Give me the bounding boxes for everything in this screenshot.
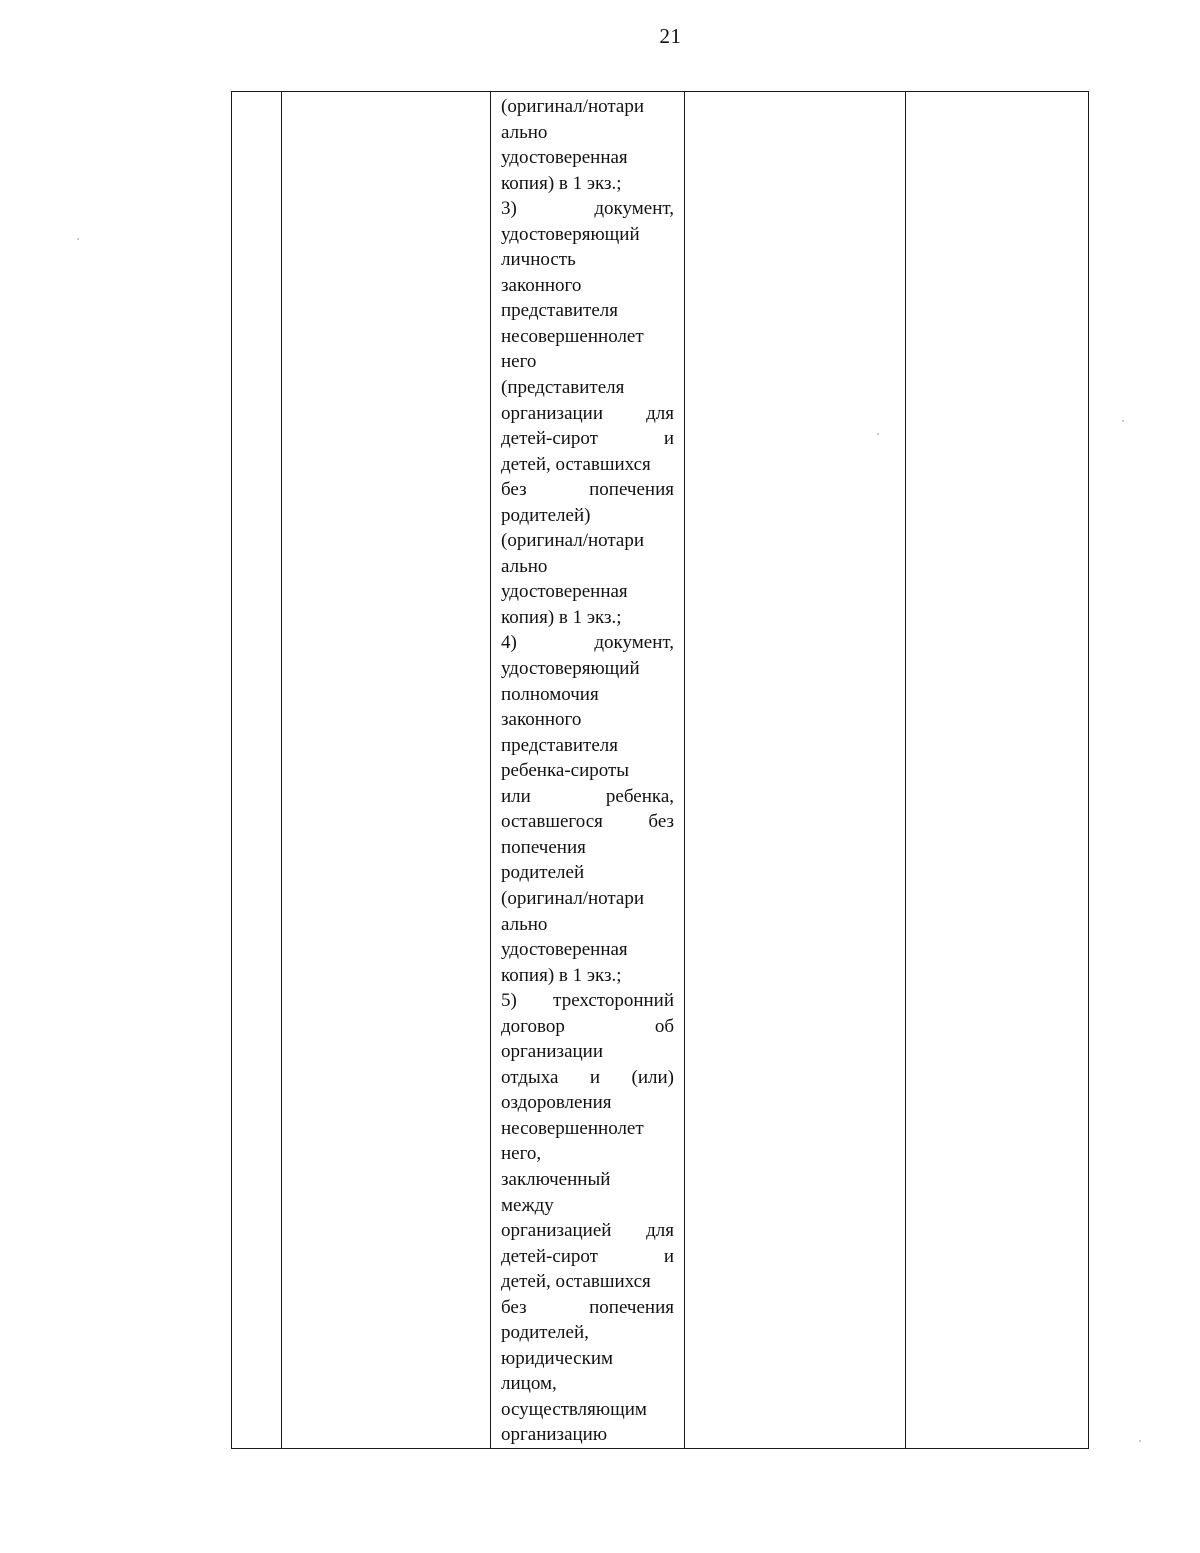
text-word: 3) <box>501 198 517 220</box>
text-line <box>501 1397 674 1423</box>
text-word: и <box>663 428 674 450</box>
text-line <box>501 298 674 324</box>
text-word: законного <box>501 709 582 731</box>
text-word: копия) в 1 экз.; <box>501 964 622 986</box>
text-line <box>501 1116 674 1142</box>
text-line <box>501 1014 674 1040</box>
text-word: документ, <box>594 198 674 220</box>
text-word: лицом, <box>501 1373 557 1395</box>
text-line <box>501 682 674 708</box>
cell-empty-2 <box>685 92 906 1449</box>
text-word: личность <box>501 249 576 271</box>
text-line <box>501 988 674 1014</box>
text-line <box>501 145 674 171</box>
text-word: законного <box>501 274 582 296</box>
text-word: организацией <box>501 1220 612 1242</box>
text-word: ребенка-сироты <box>501 760 630 782</box>
documents-text <box>501 94 674 1448</box>
text-word: ально <box>501 555 548 577</box>
text-word: ально <box>501 121 548 143</box>
text-word: детей-сирот <box>501 428 598 450</box>
text-line <box>501 1193 674 1219</box>
text-word: организацию <box>501 1424 608 1446</box>
text-word: 5) <box>501 990 517 1012</box>
text-word: несовершеннолет <box>501 1117 644 1139</box>
text-line <box>501 733 674 759</box>
text-word: удостоверенная <box>501 147 628 169</box>
document-table <box>231 91 1089 1449</box>
text-word: 4) <box>501 632 517 654</box>
text-word: попечения <box>589 1296 674 1318</box>
text-word: (оригинал/нотари <box>501 96 645 117</box>
text-word: осуществляющим <box>501 1398 647 1420</box>
text-line <box>501 120 674 146</box>
text-word: для <box>646 1220 674 1242</box>
text-line <box>501 656 674 682</box>
text-word: представителя <box>501 734 619 756</box>
text-line <box>501 426 674 452</box>
text-line <box>501 1141 674 1167</box>
text-word: него, <box>501 1143 542 1165</box>
text-line <box>501 375 674 401</box>
text-word: без <box>501 1296 527 1318</box>
text-line <box>501 1090 674 1116</box>
text-word: удостоверенная <box>501 581 628 603</box>
text-word: детей, оставшихся <box>501 453 651 475</box>
text-line <box>501 273 674 299</box>
text-line <box>501 222 674 248</box>
text-word: отдыха <box>501 1066 559 1088</box>
text-word: (или) <box>631 1066 674 1088</box>
text-line <box>501 630 674 656</box>
text-word: удостоверяющий <box>501 658 640 680</box>
table-row <box>232 92 1089 1449</box>
text-word: родителей, <box>501 1322 589 1344</box>
text-word: удостоверенная <box>501 939 628 961</box>
cell-empty-3 <box>906 92 1089 1449</box>
text-word: попечения <box>501 836 586 858</box>
text-line <box>501 477 674 503</box>
text-line <box>501 860 674 886</box>
text-word: для <box>646 402 674 424</box>
text-word: без <box>648 811 674 833</box>
text-line <box>501 247 674 273</box>
page-number: 21 <box>659 24 682 48</box>
text-word: ально <box>501 913 548 935</box>
text-line <box>501 835 674 861</box>
scan-speck <box>1122 420 1124 422</box>
text-line <box>501 1244 674 1270</box>
text-line <box>501 94 674 120</box>
text-line <box>501 937 674 963</box>
text-line <box>501 1422 674 1448</box>
text-word: и <box>589 1066 601 1088</box>
text-word: организации <box>501 402 604 424</box>
text-word: (оригинал/нотари <box>501 887 645 909</box>
text-line <box>501 809 674 835</box>
text-line <box>501 1218 674 1244</box>
text-line <box>501 963 674 989</box>
text-line <box>501 1167 674 1193</box>
text-word: ребенка, <box>605 785 674 807</box>
text-word: несовершеннолет <box>501 325 644 347</box>
text-word: организации <box>501 1041 604 1063</box>
text-word: родителей) <box>501 504 591 526</box>
text-word: юридическим <box>501 1347 614 1369</box>
text-word: детей-сирот <box>501 1245 598 1267</box>
text-line <box>501 401 674 427</box>
text-word: него <box>501 351 537 373</box>
text-line <box>501 1065 674 1091</box>
text-word: договор <box>501 1015 565 1037</box>
text-word: родителей <box>501 862 585 884</box>
text-line <box>501 1320 674 1346</box>
text-word: без <box>501 479 527 501</box>
text-line <box>501 1295 674 1321</box>
text-line <box>501 171 674 197</box>
text-line <box>501 886 674 912</box>
text-word: и <box>663 1245 674 1267</box>
text-word: попечения <box>589 479 674 501</box>
text-line <box>501 1039 674 1065</box>
cell-empty-1 <box>282 92 491 1449</box>
text-line <box>501 784 674 810</box>
text-word: трехсторонний <box>553 990 674 1012</box>
scan-speck <box>877 433 879 435</box>
scan-speck <box>1139 1440 1141 1442</box>
cell-documents-list <box>491 92 685 1449</box>
text-word: представителя <box>501 300 619 322</box>
text-line <box>501 452 674 478</box>
text-word: копия) в 1 экз.; <box>501 606 622 628</box>
text-line <box>501 196 674 222</box>
text-word: между <box>501 1194 554 1216</box>
text-word: об <box>654 1015 674 1037</box>
text-word: заключенный <box>501 1168 611 1190</box>
text-line <box>501 554 674 580</box>
text-line <box>501 579 674 605</box>
text-line <box>501 503 674 529</box>
text-line <box>501 528 674 554</box>
text-line <box>501 324 674 350</box>
text-word: документ, <box>594 632 674 654</box>
text-word: полномочия <box>501 683 599 705</box>
text-word: (представителя <box>501 377 625 399</box>
text-line <box>501 605 674 631</box>
text-word: оставшегося <box>501 811 603 833</box>
text-line <box>501 1269 674 1295</box>
text-word: копия) в 1 экз.; <box>501 172 622 194</box>
text-line <box>501 758 674 784</box>
text-line <box>501 349 674 375</box>
text-word: детей, оставшихся <box>501 1271 651 1293</box>
text-word: (оригинал/нотари <box>501 530 645 552</box>
text-line <box>501 912 674 938</box>
cell-number <box>232 92 282 1449</box>
scan-speck <box>77 238 79 240</box>
text-word: удостоверяющий <box>501 223 640 245</box>
text-line <box>501 707 674 733</box>
text-line <box>501 1371 674 1397</box>
text-word: оздоровления <box>501 1092 612 1114</box>
text-line <box>501 1346 674 1372</box>
text-word: или <box>501 785 531 807</box>
